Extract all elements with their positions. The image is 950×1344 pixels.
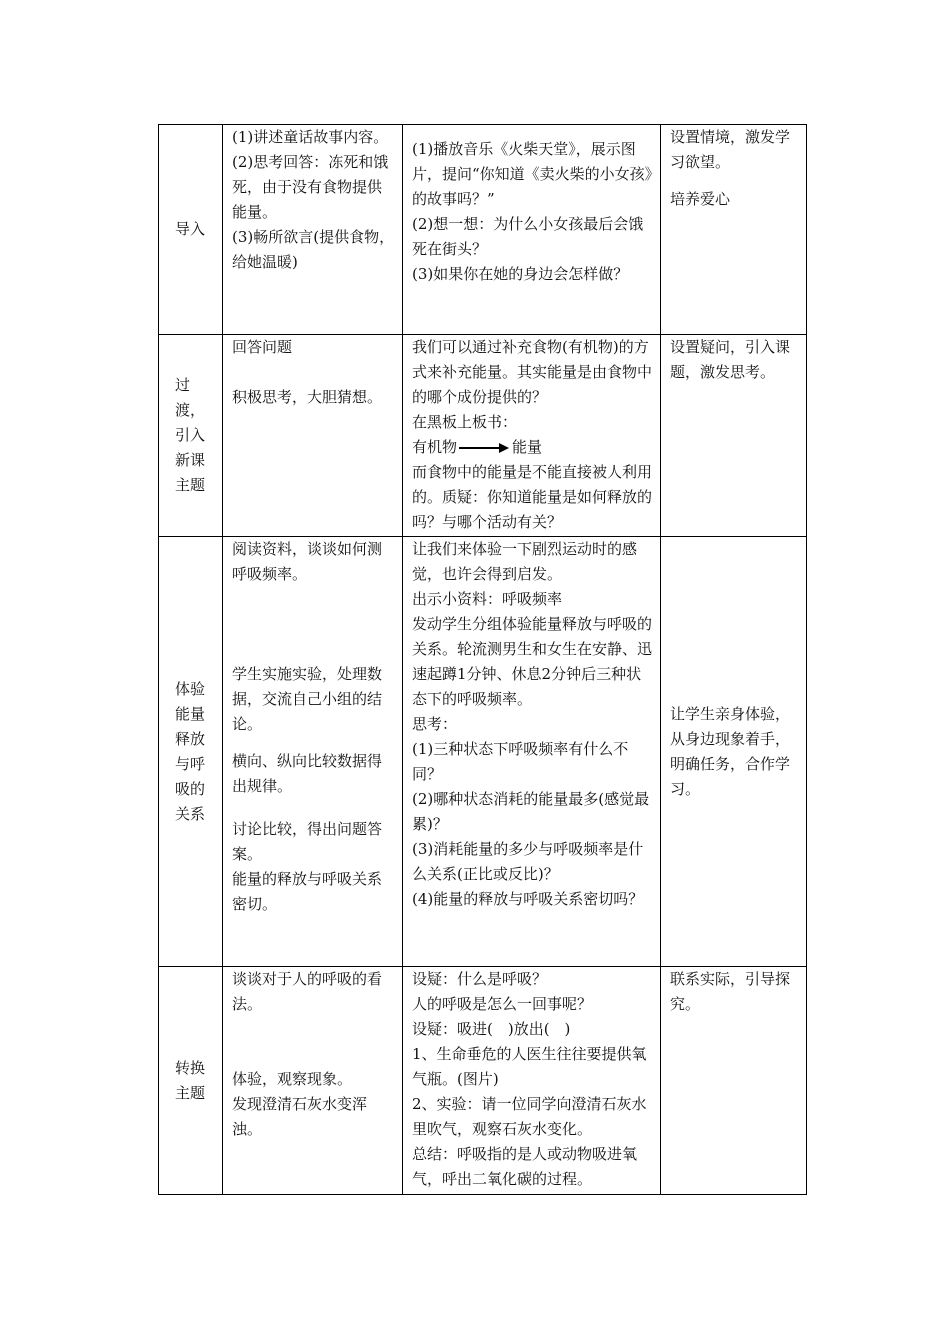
design-intent-cell — [661, 967, 807, 1195]
teacher-text: (3)消耗能量的多少与呼吸频率是什么关系(正比或反比)？ — [412, 840, 644, 883]
student-text: 回答问题 — [232, 338, 293, 356]
student-activity-cell — [223, 335, 403, 537]
teacher-activity-cell — [403, 125, 661, 335]
teacher-text: 设疑：吸进( )放出( ) — [412, 1020, 571, 1038]
board-equation — [412, 435, 542, 460]
intent-text: 让学生亲身体验，从身边现象着手，明确任务，合作学习。 — [670, 704, 791, 798]
stage-cell — [159, 967, 223, 1195]
board-reactant: 有机物 — [412, 438, 458, 456]
teacher-text: 在黑板上板书： — [412, 413, 518, 431]
teacher-text: 总结：呼吸指的是人或动物吸进氧气，呼出二氧化碳的过程。 — [412, 1145, 638, 1188]
stage-label: 过渡，引入新课主题 — [175, 376, 206, 494]
intent-text: 培养爱心 — [670, 190, 731, 208]
table-row — [159, 967, 807, 1195]
student-text: 阅读资料，谈谈如何测呼吸频率。 — [232, 540, 383, 583]
right-arrow-icon — [459, 442, 509, 454]
teacher-text: 我们可以通过补充食物(有机物)的方式来补充能量。其实能量是由食物中的哪个成份提供的？ — [412, 338, 653, 406]
teacher-text: 思考： — [412, 715, 458, 733]
student-text: 学生实施实验，处理数据，交流自己小组的结论。 — [232, 665, 383, 733]
student-text: 发现澄清石灰水变浑浊。 — [232, 1095, 368, 1138]
teacher-text: (3)如果你在她的身边会怎样做？ — [412, 265, 629, 283]
stage-cell — [159, 335, 223, 537]
student-text: (1)讲述童话故事内容。 — [232, 128, 389, 146]
teacher-text: 设疑：什么是呼吸？ — [412, 970, 548, 988]
stage-label: 导入 — [175, 220, 206, 238]
design-intent-cell — [661, 125, 807, 335]
intent-text: 联系实际，引导探究。 — [670, 970, 791, 1013]
stage-cell — [159, 125, 223, 335]
teacher-text: (1)三种状态下呼吸频率有什么不同？ — [412, 740, 629, 783]
teacher-text: (2)哪种状态消耗的能量最多(感觉最累)？ — [412, 790, 650, 833]
teacher-text: (4)能量的释放与呼吸关系密切吗？ — [412, 890, 644, 908]
student-text: 体验，观察现象。 — [232, 1070, 353, 1088]
teacher-activity-cell — [403, 967, 661, 1195]
lesson-plan-table — [158, 124, 807, 1195]
intent-text: 设置情境，激发学习欲望。 — [670, 128, 791, 171]
intent-text: 设置疑问，引入课题，激发思考。 — [670, 338, 791, 381]
student-text: 能量的释放与呼吸关系密切。 — [232, 870, 383, 913]
teacher-text: (1)播放音乐《火柴天堂》，展示图片，提问“你知道《卖火柴的小女孩》的故事吗？” — [412, 140, 653, 208]
student-activity-cell — [223, 125, 403, 335]
board-product: 能量 — [512, 438, 543, 456]
stage-label: 体验能量释放与呼吸的关系 — [175, 679, 206, 823]
student-text: 积极思考，大胆猜想。 — [232, 388, 383, 406]
student-text: 讨论比较，得出问题答案。 — [232, 820, 383, 863]
teacher-text: 而食物中的能量是不能直接被人利用的。质疑：你知道能量是如何释放的吗？与哪个活动有关？ — [412, 463, 653, 531]
teacher-text: 发动学生分组体验能量释放与呼吸的关系。轮流测男生和女生在安静、迅速起蹲1分钟、休息2分钟后三种状态下的呼吸频率。 — [412, 615, 653, 708]
student-activity-cell — [223, 967, 403, 1195]
student-text: 横向、纵向比较数据得出规律。 — [232, 752, 383, 795]
student-text: (3)畅所欲言(提供食物，给她温暖) — [232, 228, 395, 271]
student-text: (2)思考回答：冻死和饿死，由于没有食物提供能量。 — [232, 153, 389, 221]
teacher-text: 人的呼吸是怎么一回事呢？ — [412, 995, 593, 1013]
teacher-text: 让我们来体验一下剧烈运动时的感觉，也许会得到启发。 — [412, 540, 638, 583]
table-row — [159, 335, 807, 537]
table-row — [159, 537, 807, 967]
teacher-text: 1、生命垂危的人医生往往要提供氧气瓶。(图片) — [412, 1045, 647, 1088]
table-row — [159, 125, 807, 335]
design-intent-cell — [661, 537, 807, 967]
stage-cell — [159, 537, 223, 967]
student-text: 谈谈对于人的呼吸的看法。 — [232, 970, 383, 1013]
teacher-text: (2)想一想：为什么小女孩最后会饿死在街头？ — [412, 215, 644, 258]
student-activity-cell — [223, 537, 403, 967]
teacher-text: 出示小资料：呼吸频率 — [412, 590, 563, 608]
teacher-activity-cell — [403, 537, 661, 967]
teacher-activity-cell — [403, 335, 661, 537]
design-intent-cell — [661, 335, 807, 537]
stage-label: 转换主题 — [175, 1058, 206, 1102]
teacher-text: 2、实验：请一位同学向澄清石灰水里吹气，观察石灰水变化。 — [412, 1095, 647, 1138]
